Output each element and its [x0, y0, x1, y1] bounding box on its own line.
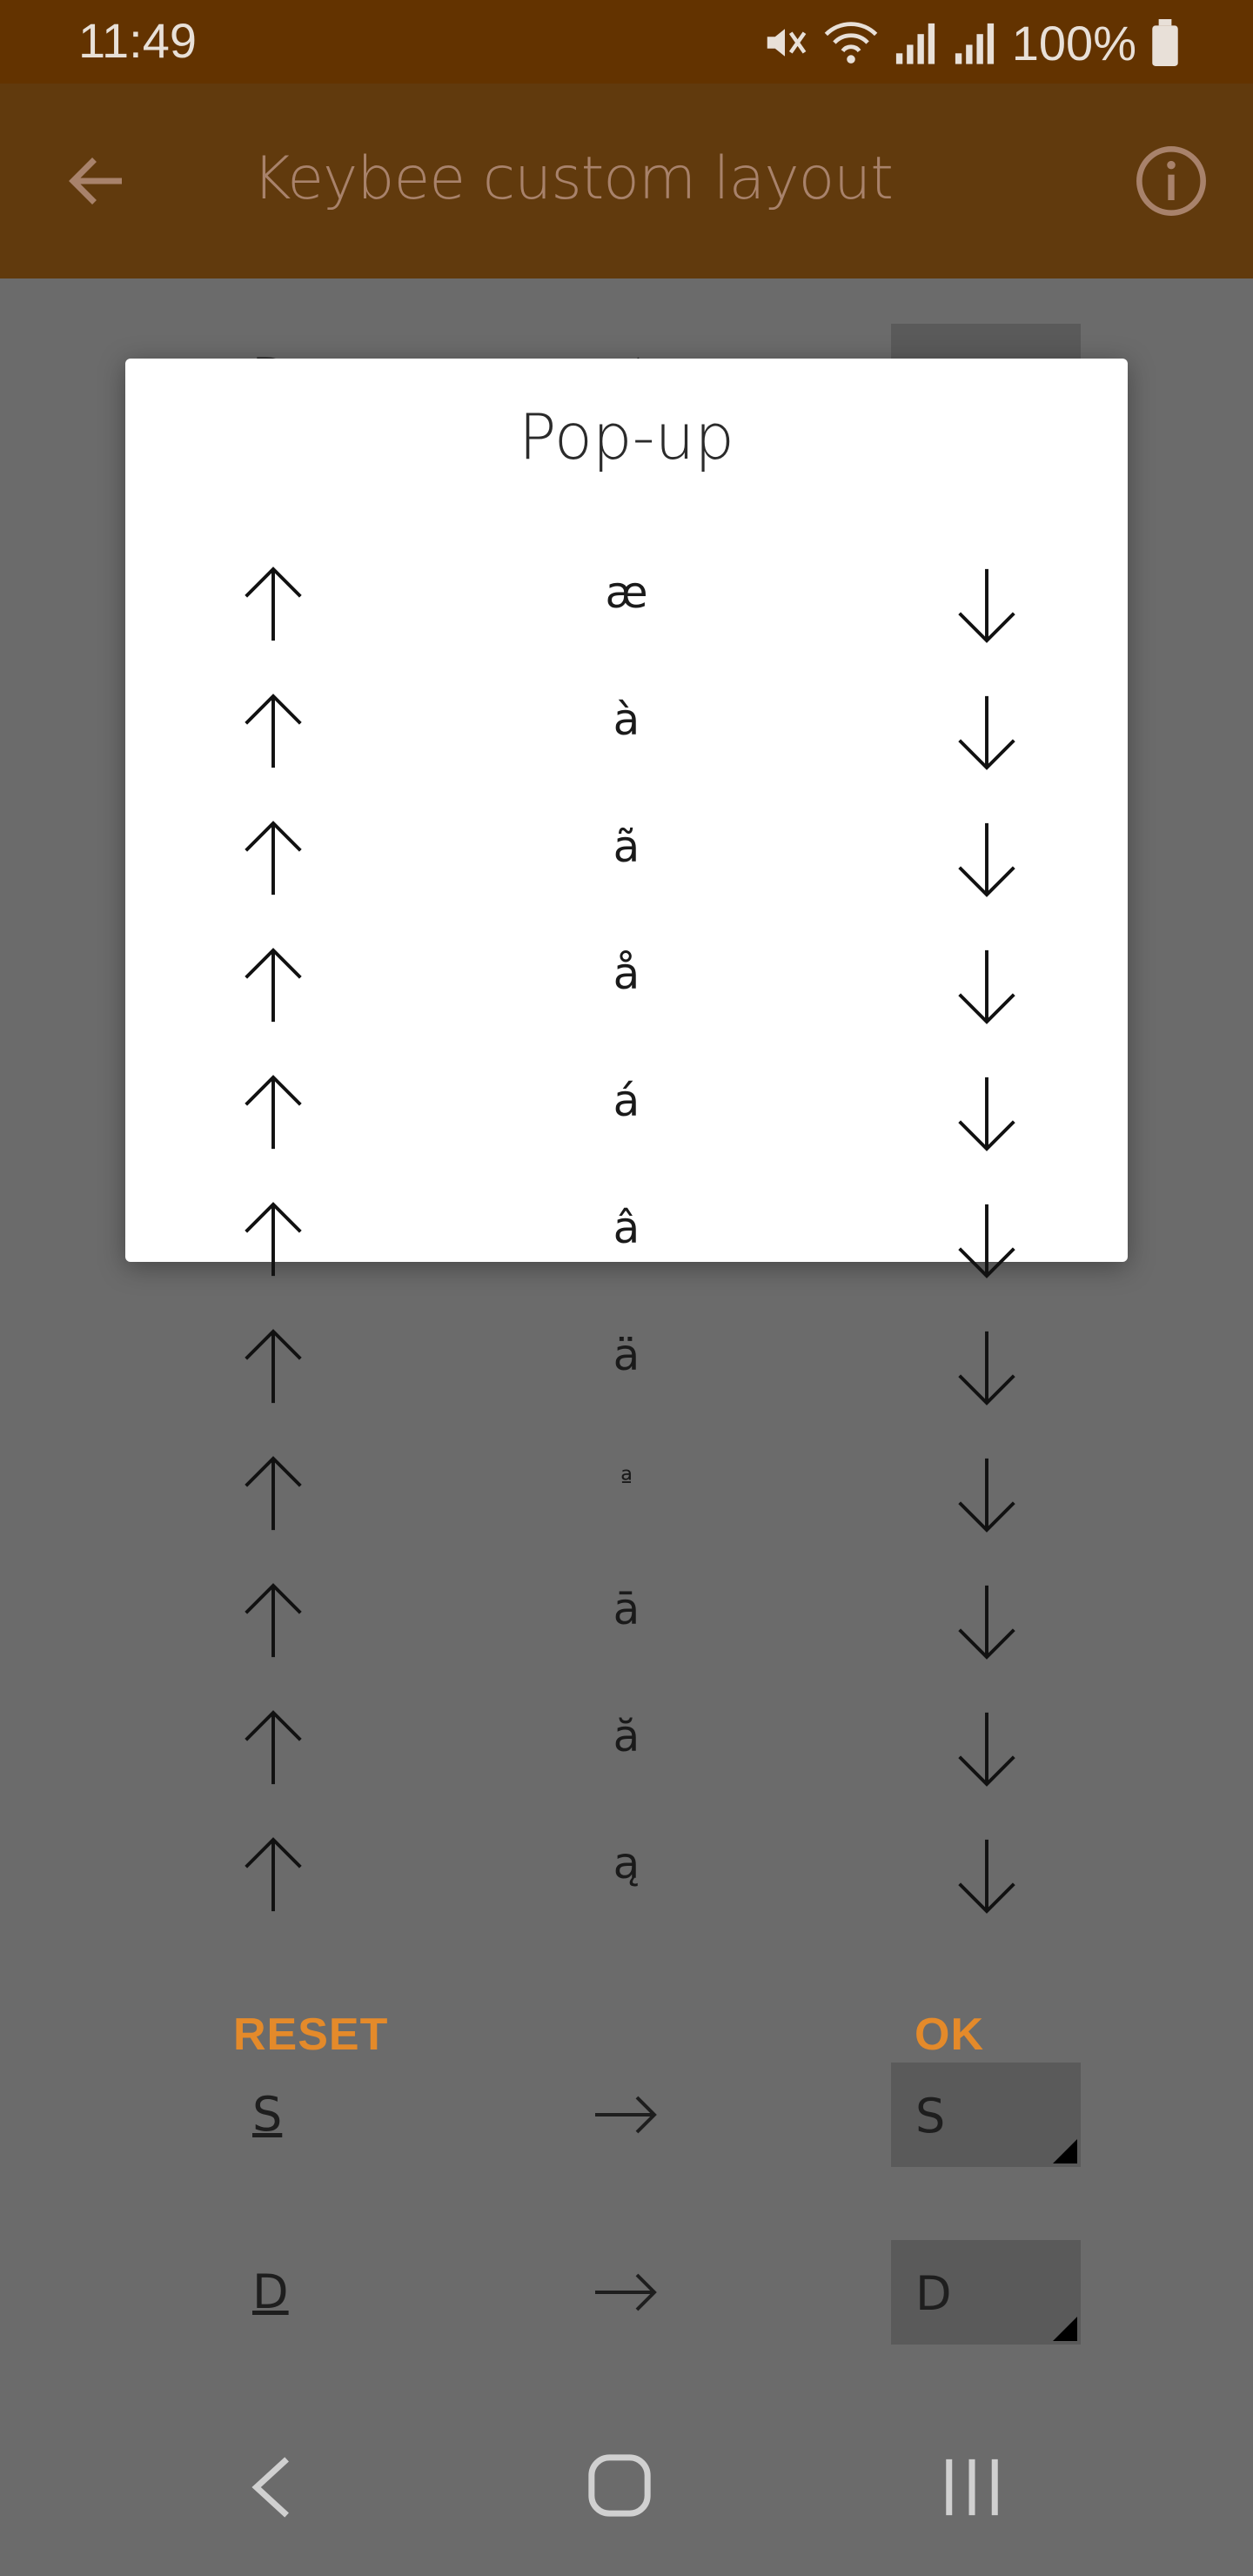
key-label: D [252, 2264, 289, 2319]
signal-icon-2 [953, 19, 996, 66]
mapping-field[interactable] [891, 2063, 1081, 2167]
char-row [125, 1685, 1128, 1812]
battery-percent: 100% [1011, 15, 1136, 70]
right-arrow-icon [592, 2089, 661, 2141]
dropdown-corner-icon [1053, 2139, 1077, 2163]
char-row [125, 1812, 1128, 1939]
char-label: ą [613, 1838, 640, 1888]
char-label: ª [620, 1466, 633, 1496]
char-label: æ [605, 567, 648, 618]
char-row [125, 1558, 1128, 1685]
char-label: à [613, 694, 640, 745]
move-down-icon[interactable] [952, 1582, 1022, 1660]
char-label: ā [613, 1584, 640, 1634]
status-time: 11:49 [78, 13, 197, 68]
signal-icon [894, 19, 937, 66]
ok-button[interactable]: OK [915, 2009, 984, 2060]
reset-button[interactable]: RESET [233, 2009, 389, 2060]
move-down-icon[interactable] [952, 1328, 1022, 1406]
list-item[interactable] [0, 2063, 1253, 2167]
char-row [125, 1431, 1128, 1558]
page-title: Keybee custom layout [252, 144, 893, 213]
mute-icon [761, 19, 808, 66]
dialog-title: Pop-up [519, 400, 734, 473]
move-up-icon[interactable] [238, 1582, 308, 1660]
app-bar [0, 84, 1253, 278]
char-row [125, 1304, 1128, 1431]
status-icons [761, 12, 1178, 73]
back-arrow-icon[interactable] [61, 144, 134, 218]
char-label: â [613, 1203, 640, 1253]
char-label: å [613, 949, 640, 999]
char-label: á [613, 1076, 640, 1126]
nav-back-icon[interactable] [244, 2454, 305, 2520]
mapping-field[interactable] [891, 2240, 1081, 2345]
info-icon[interactable] [1133, 143, 1209, 219]
nav-bar [0, 2385, 1253, 2576]
nav-recents-icon[interactable] [941, 2454, 1002, 2520]
move-up-icon[interactable] [238, 1455, 308, 1533]
char-label: ã [613, 822, 640, 872]
char-label: ă [613, 1711, 640, 1761]
dropdown-corner-icon [1053, 2317, 1077, 2341]
nav-home-icon[interactable] [586, 2452, 653, 2519]
move-down-icon[interactable] [952, 1455, 1022, 1533]
list-item[interactable] [0, 2240, 1253, 2345]
dialog-content [125, 359, 1128, 1262]
char-label: ä [613, 1330, 640, 1380]
move-up-icon[interactable] [238, 1328, 308, 1406]
move-down-icon[interactable] [952, 1836, 1022, 1915]
move-down-icon[interactable] [952, 1709, 1022, 1788]
status-bar [0, 0, 1253, 84]
wifi-icon [824, 19, 878, 66]
mapping-value: S [915, 2089, 946, 2143]
key-label: S [252, 2087, 283, 2142]
move-up-icon[interactable] [238, 1836, 308, 1915]
battery-icon [1152, 19, 1178, 66]
mapping-value: D [915, 2266, 952, 2321]
right-arrow-icon [592, 2266, 661, 2318]
move-up-icon[interactable] [238, 1709, 308, 1788]
